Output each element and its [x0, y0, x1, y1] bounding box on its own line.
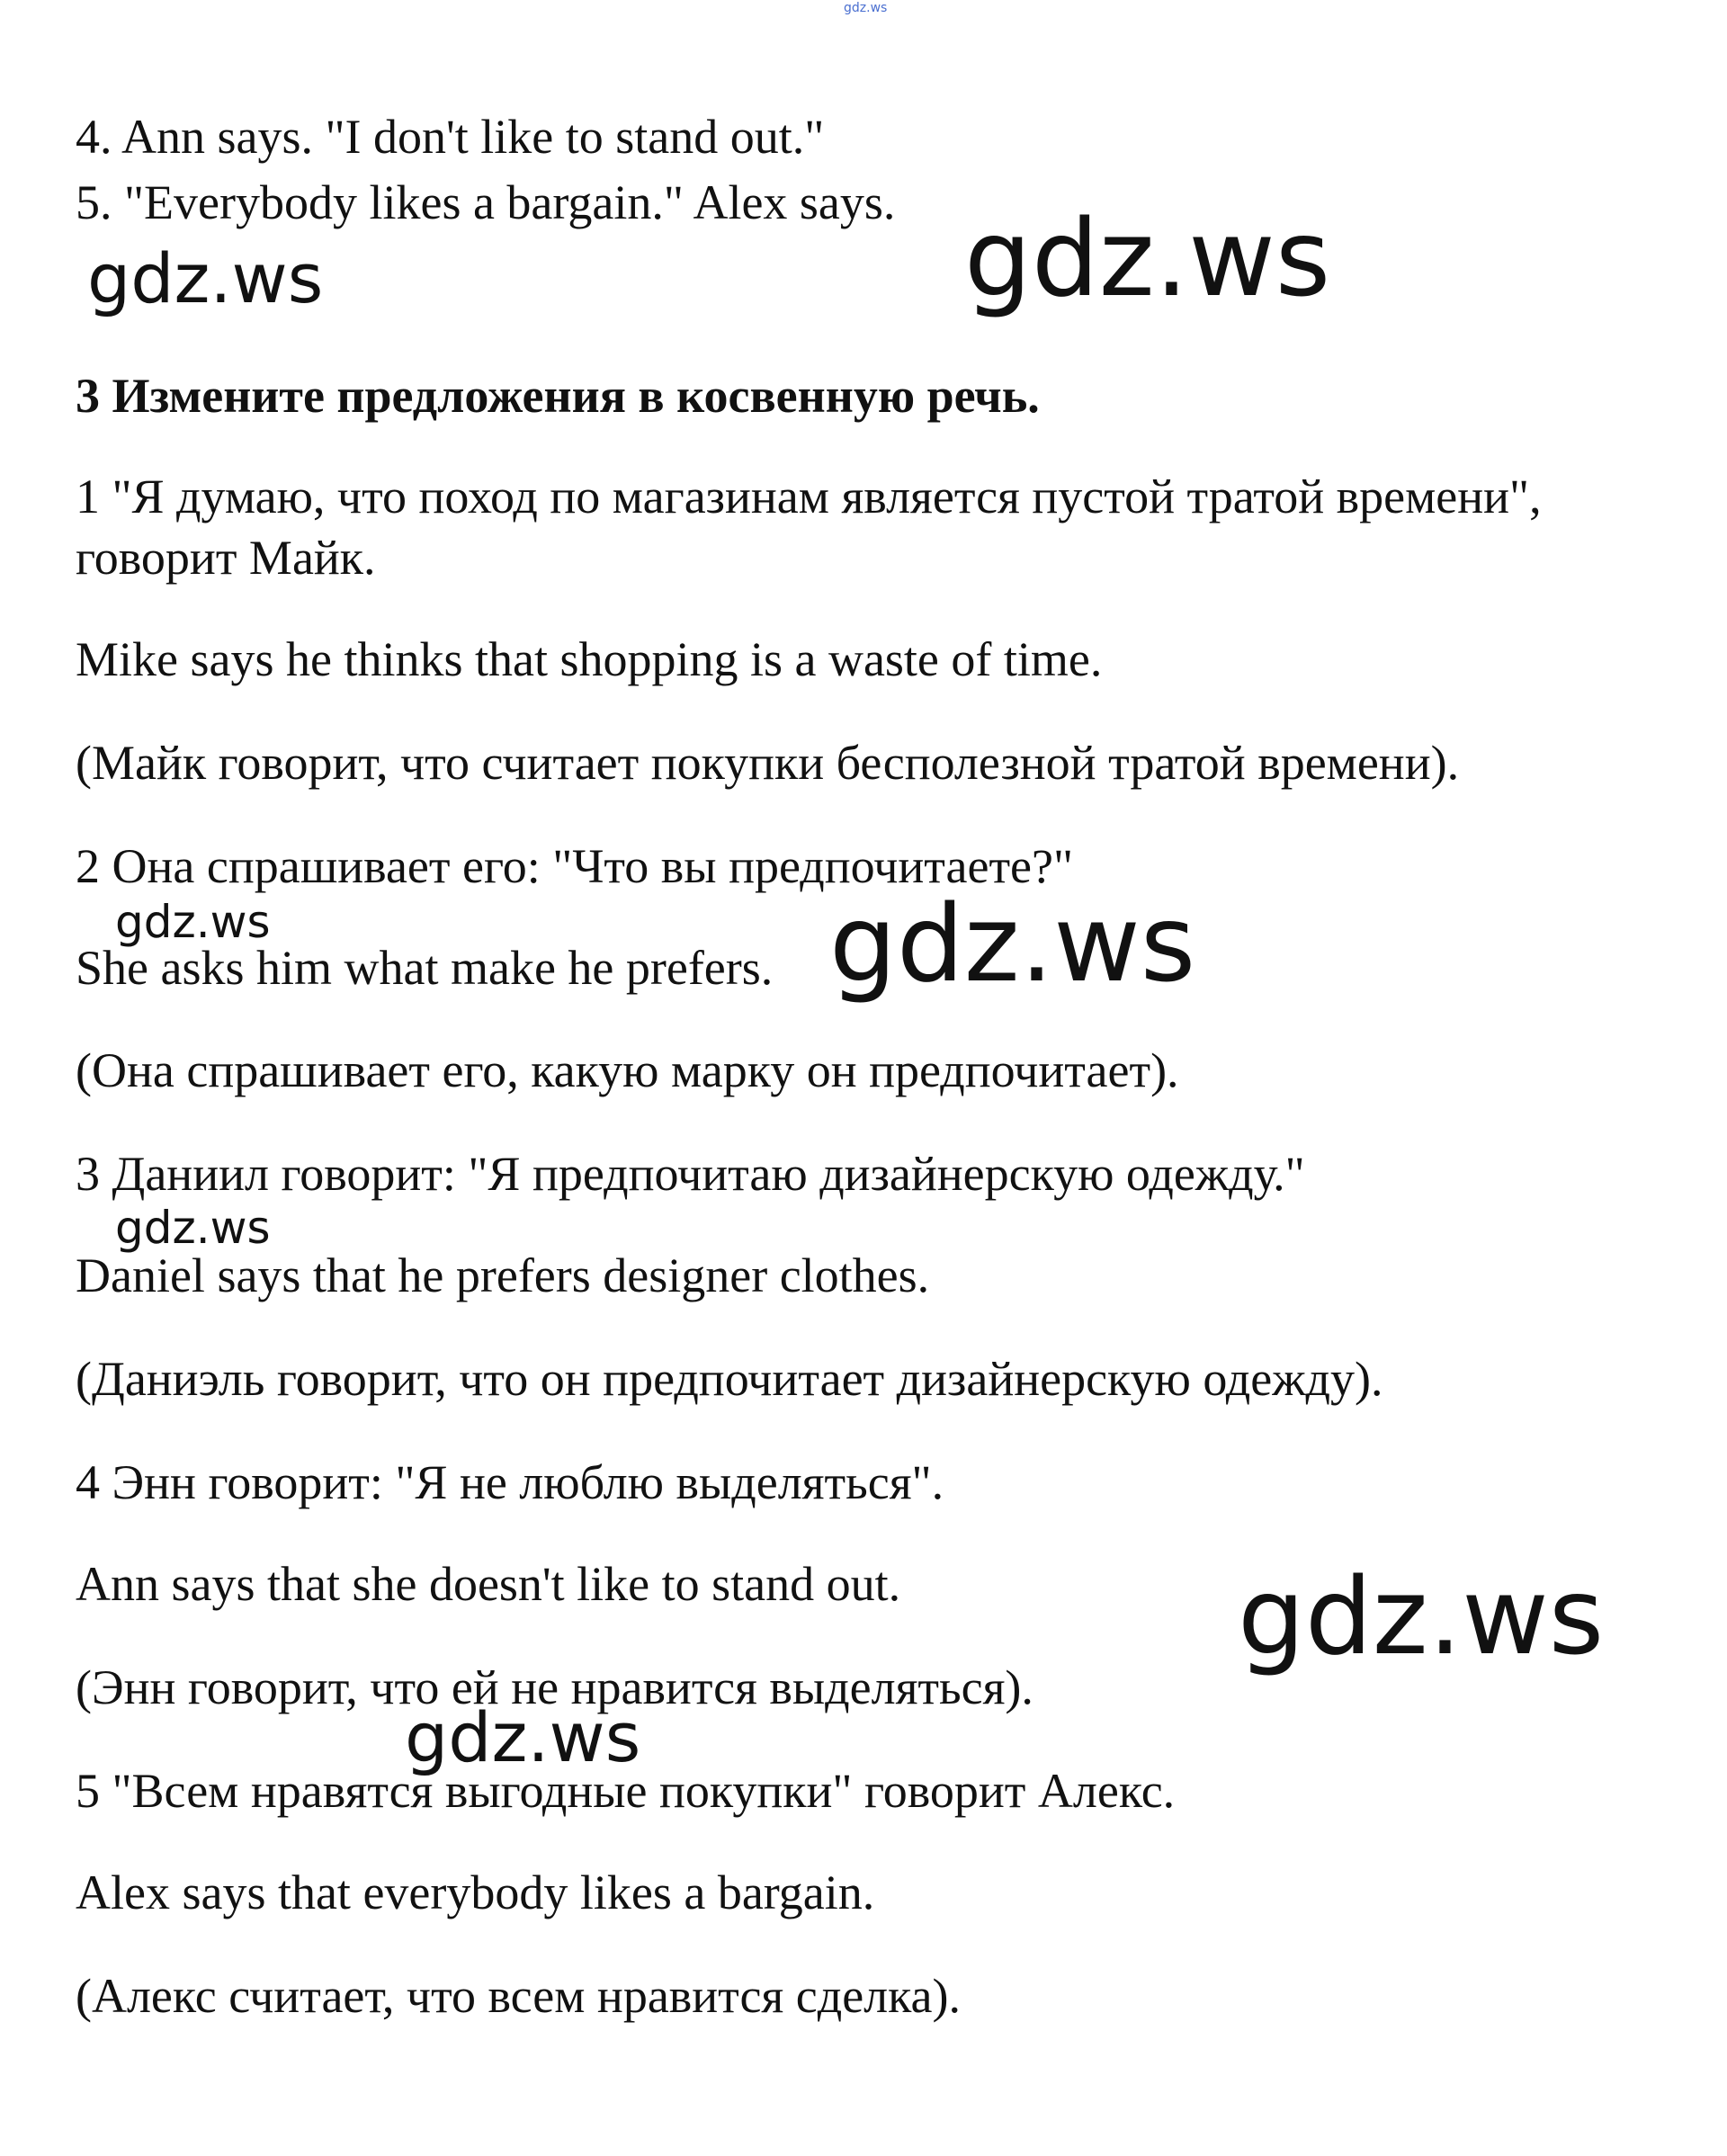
watermark: gdz.ws — [964, 196, 1331, 320]
question-1-line-2: говорит Майк. — [76, 531, 376, 585]
translation-4: (Энн говорит, что ей не нравится выделяться). — [76, 1660, 1034, 1714]
text-line-ann-says: 4. Ann says. "I don't like to stand out." — [76, 110, 825, 164]
answer-5: Alex says that everybody likes a bargain. — [76, 1865, 875, 1919]
question-2: 2 Она спрашивает его: "Что вы предпочитаете?" — [76, 839, 1074, 893]
answer-2: She asks him what make he prefers. — [76, 941, 774, 995]
question-1-line-1: 1 "Я думаю, что поход по магазинам является пустой тратой времени", — [76, 470, 1542, 523]
translation-3: (Даниэль говорит, что он предпочитает дизайнерскую одежду). — [76, 1352, 1383, 1406]
translation-2: (Она спрашивает его, какую марку он предпочитает). — [76, 1043, 1179, 1097]
text-line-everybody-likes: 5. "Everybody likes a bargain." Alex says. — [76, 175, 896, 229]
question-4: 4 Энн говорит: "Я не люблю выделяться". — [76, 1455, 944, 1509]
question-3: 3 Даниил говорит: "Я предпочитаю дизайнерскую одежду." — [76, 1147, 1305, 1201]
watermark: gdz.ws — [87, 238, 324, 318]
watermark: gdz.ws — [115, 1202, 271, 1254]
translation-1: (Майк говорит, что считает покупки бесполезной тратой времени). — [76, 736, 1460, 790]
answer-3: Daniel says that he prefers designer clothes. — [76, 1248, 930, 1302]
answer-1: Mike says he thinks that shopping is a waste of time. — [76, 632, 1103, 686]
watermark: gdz.ws — [829, 881, 1196, 1006]
watermark: gdz.ws — [115, 896, 271, 948]
exercise-heading: 3 Измените предложения в косвенную речь. — [76, 369, 1040, 423]
watermark: gdz.ws — [405, 1697, 641, 1777]
watermark: gdz.ws — [1238, 1554, 1605, 1678]
question-5: 5 "Всем нравятся выгодные покупки" говорит Алекс. — [76, 1764, 1176, 1818]
watermark-top: gdz.ws — [844, 1, 888, 15]
answer-4: Ann says that she doesn't like to stand out. — [76, 1557, 901, 1611]
translation-5: (Алекс считает, что всем нравится сделка). — [76, 1969, 961, 2023]
